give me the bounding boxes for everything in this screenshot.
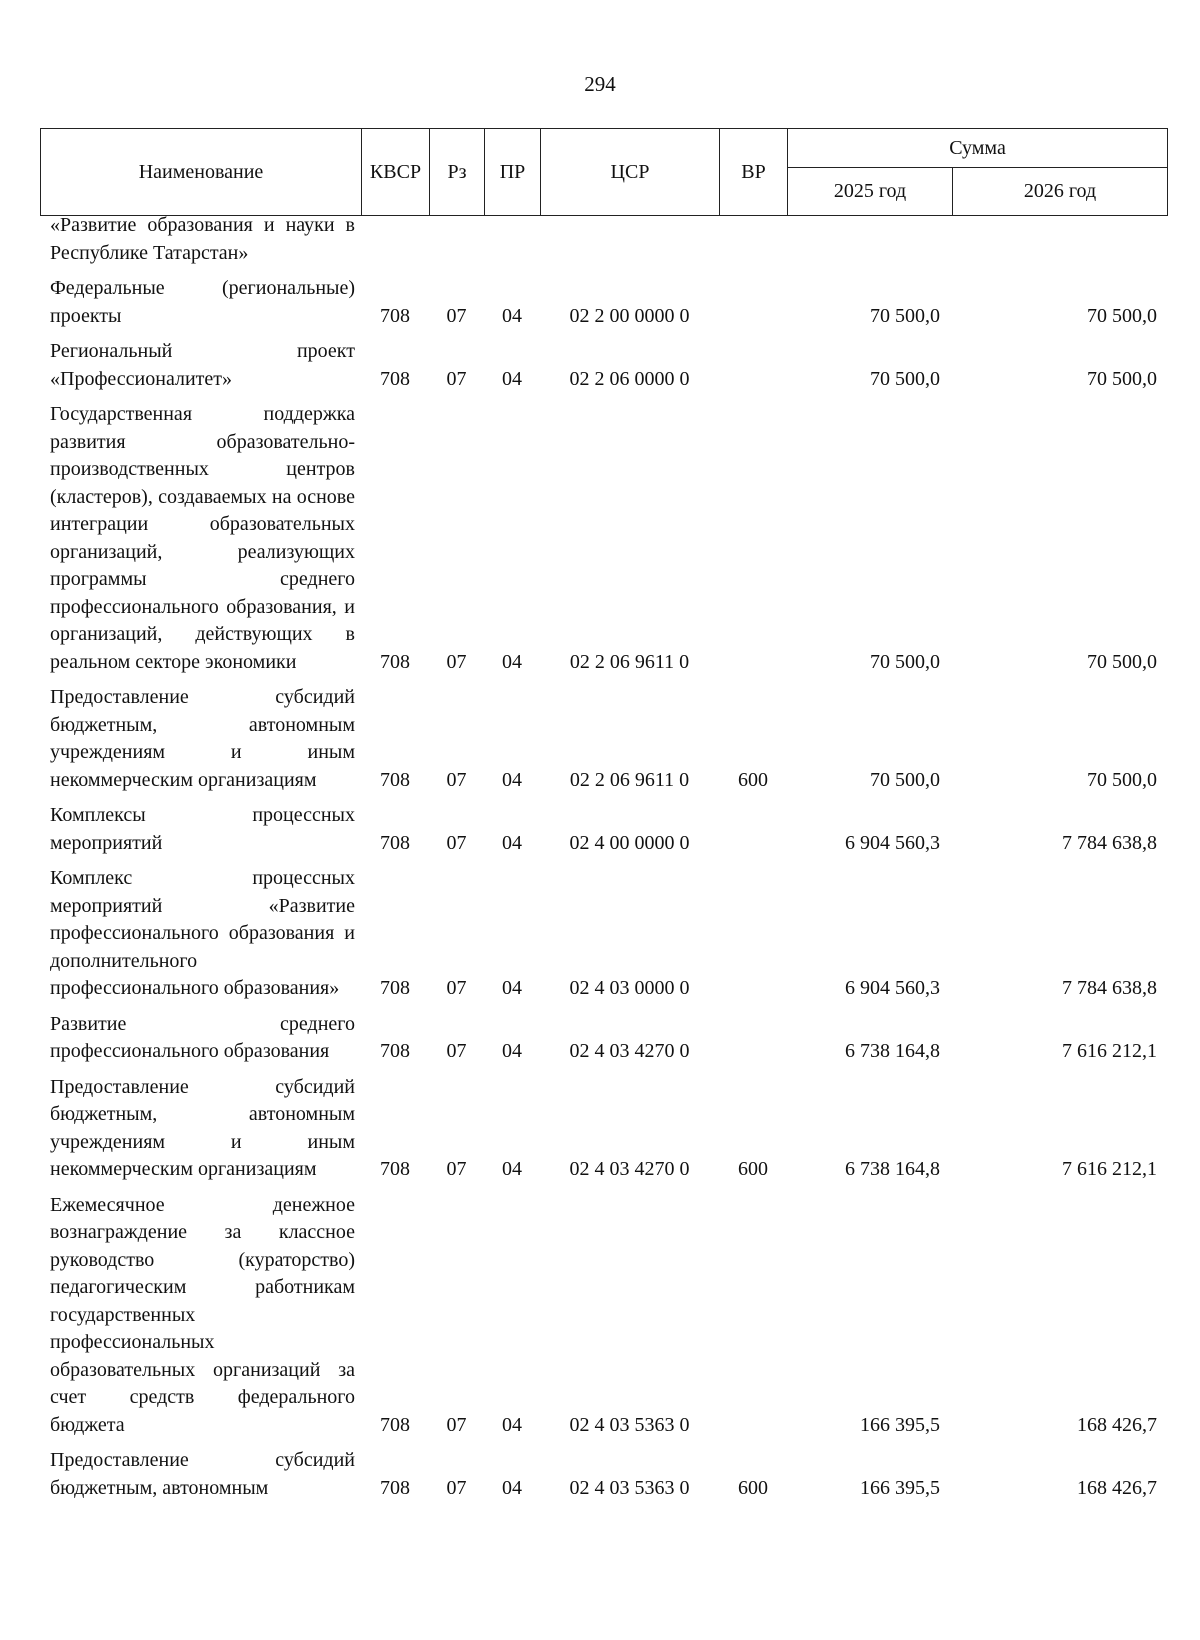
row-pr: 04 <box>502 650 522 673</box>
row-sum-2025: 6 738 164,8 <box>845 1158 940 1180</box>
row-pr: 04 <box>502 768 522 791</box>
row-kvsr: 708 <box>380 768 410 791</box>
table-row <box>40 680 1167 798</box>
table-row <box>40 1188 1167 1444</box>
row-sum-2026: 7 784 638,8 <box>1062 977 1157 999</box>
row-pr: 04 <box>502 831 522 854</box>
row-rz: 07 <box>446 768 467 791</box>
table-row <box>40 334 1167 397</box>
table-row <box>40 1070 1167 1188</box>
row-csr: 02 2 06 9611 0 <box>569 650 690 673</box>
table-row <box>40 271 1167 334</box>
row-sum-2025: 166 395,5 <box>860 1476 940 1499</box>
row-name: Государственная поддержка развития образовательно-производственных центров (кластеров), создаваемых на основе интеграции образовательных организаций, реализующих программы среднего профессионального образования, и организаций, действующих в реальном секторе экономики <box>50 403 355 673</box>
row-sum-2026: 70 500,0 <box>1087 367 1157 390</box>
row-vr <box>719 334 787 397</box>
row-kvsr: 708 <box>380 831 410 854</box>
header-year-2026: 2026 год <box>953 168 1168 216</box>
budget-table <box>40 212 1167 1506</box>
row-rz: 07 <box>446 1476 467 1499</box>
row-kvsr: 708 <box>380 304 410 327</box>
header-sum: Сумма <box>788 129 1168 168</box>
row-sum-2025: 70 500,0 <box>870 304 940 327</box>
row-sum-2025: 166 395,5 <box>860 1413 940 1436</box>
row-sum-2025: 6 904 560,3 <box>845 831 940 854</box>
row-sum-2026: 7 616 212,1 <box>1062 1158 1157 1180</box>
row-csr: 02 4 03 4270 0 <box>569 1040 690 1062</box>
header-vr: ВР <box>720 129 788 216</box>
row-csr: 02 4 03 4270 0 <box>569 1158 690 1180</box>
header-rz: Рз <box>430 129 485 216</box>
row-vr: 600 <box>738 1476 768 1499</box>
row-sum-2026: 168 426,7 <box>1077 1413 1157 1436</box>
header-pr: ПР <box>485 129 541 216</box>
row-sum-2026: 7 616 212,1 <box>1062 1040 1157 1062</box>
row-sum-2025 <box>787 212 952 271</box>
row-pr: 04 <box>502 1158 522 1180</box>
row-kvsr: 708 <box>380 1158 410 1180</box>
row-kvsr: 708 <box>380 1476 410 1499</box>
row-csr: 02 2 06 0000 0 <box>569 367 690 390</box>
row-sum-2026 <box>952 212 1167 271</box>
row-csr: 02 4 03 5363 0 <box>569 1476 690 1499</box>
row-vr <box>719 1007 787 1070</box>
row-csr: 02 4 03 0000 0 <box>569 977 690 999</box>
row-sum-2026: 7 784 638,8 <box>1062 831 1157 854</box>
page-number: 294 <box>584 72 616 96</box>
header-kvsr: КВСР <box>362 129 430 216</box>
row-kvsr: 708 <box>380 367 410 390</box>
row-sum-2025: 70 500,0 <box>870 367 940 390</box>
row-pr: 04 <box>502 1476 522 1499</box>
row-pr: 04 <box>502 367 522 390</box>
table-row <box>40 798 1167 861</box>
row-rz: 07 <box>446 367 467 390</box>
row-kvsr: 708 <box>380 1040 410 1062</box>
row-name: Предоставление субсидий бюджетным, автономным учреждениям и иным некоммерческим организациям <box>50 686 355 791</box>
header-year-2025: 2025 год <box>788 168 953 216</box>
row-kvsr: 708 <box>380 977 410 999</box>
row-name: Региональный проект «Профессионалитет» <box>50 340 355 390</box>
table-row <box>40 1007 1167 1070</box>
row-csr: 02 4 03 5363 0 <box>569 1413 690 1436</box>
row-sum-2026: 168 426,7 <box>1077 1476 1157 1499</box>
row-name: Развитие среднего профессионального образования <box>50 1012 355 1062</box>
row-name: Предоставление субсидий бюджетным, автономным <box>50 1449 355 1499</box>
header-name: Наименование <box>41 129 362 216</box>
row-csr: 02 2 00 0000 0 <box>569 304 690 327</box>
row-vr <box>719 271 787 334</box>
row-kvsr: 708 <box>380 650 410 673</box>
table-row <box>40 397 1167 680</box>
table-row <box>40 1443 1167 1506</box>
table-row <box>40 212 1167 271</box>
row-name: Предоставление субсидий бюджетным, автономным учреждениям и иным некоммерческим организациям <box>50 1075 355 1180</box>
row-sum-2025: 70 500,0 <box>870 768 940 791</box>
row-vr <box>719 1188 787 1444</box>
row-rz: 07 <box>446 1158 467 1180</box>
row-vr: 600 <box>738 1158 768 1180</box>
row-kvsr <box>361 212 429 271</box>
table-row <box>40 861 1167 1007</box>
table-header <box>40 128 1168 216</box>
row-sum-2025: 6 904 560,3 <box>845 977 940 999</box>
row-name: «Развитие образования и науки в Республике Татарстан» <box>50 214 355 264</box>
row-csr <box>540 212 719 271</box>
row-pr <box>484 212 540 271</box>
row-sum-2026: 70 500,0 <box>1087 768 1157 791</box>
row-vr <box>719 212 787 271</box>
row-pr: 04 <box>502 304 522 327</box>
row-name: Комплекс процессных мероприятий «Развитие профессионального образования и дополнительного профессионального образования» <box>50 867 355 999</box>
row-sum-2025: 70 500,0 <box>870 650 940 673</box>
row-vr <box>719 397 787 680</box>
row-vr <box>719 861 787 1007</box>
row-name: Федеральные (региональные) проекты <box>50 277 355 327</box>
row-rz: 07 <box>446 304 467 327</box>
row-pr: 04 <box>502 977 522 999</box>
row-rz: 07 <box>446 977 467 999</box>
row-rz: 07 <box>446 831 467 854</box>
row-rz <box>429 212 484 271</box>
row-rz: 07 <box>446 1413 467 1436</box>
header-csr: ЦСР <box>541 129 720 216</box>
row-csr: 02 2 06 9611 0 <box>569 768 690 791</box>
row-name: Ежемесячное денежное вознаграждение за классное руководство (кураторство) педагогическим работникам государственных профессиональных образовательных организаций за счет средств федерального бюджета <box>50 1193 355 1436</box>
row-vr <box>719 798 787 861</box>
row-sum-2025: 6 738 164,8 <box>845 1040 940 1062</box>
row-kvsr: 708 <box>380 1413 410 1436</box>
row-vr: 600 <box>738 768 768 791</box>
row-pr: 04 <box>502 1413 522 1436</box>
row-name: Комплексы процессных мероприятий <box>50 804 355 854</box>
row-rz: 07 <box>446 1040 467 1062</box>
row-rz: 07 <box>446 650 467 673</box>
row-pr: 04 <box>502 1040 522 1062</box>
row-csr: 02 4 00 0000 0 <box>569 831 690 854</box>
row-sum-2026: 70 500,0 <box>1087 304 1157 327</box>
row-sum-2026: 70 500,0 <box>1087 650 1157 673</box>
